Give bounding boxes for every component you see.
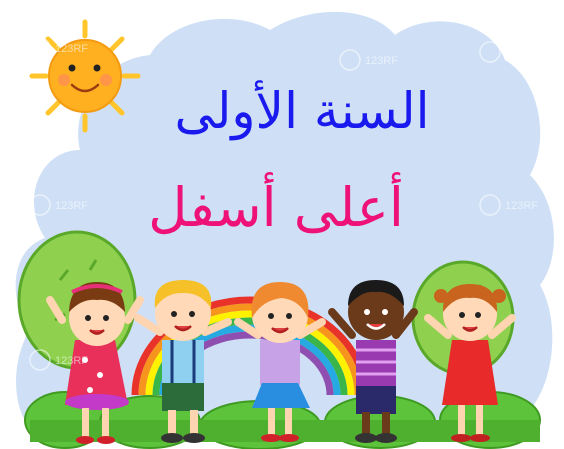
watermark-text: 123RF — [505, 47, 539, 59]
watermark-text: 123RF — [365, 55, 399, 67]
title-line-1: السنة الأولى — [174, 82, 430, 140]
watermark-text: 123RF — [55, 43, 89, 55]
title-line-2: أعلى أسفل — [148, 176, 404, 239]
watermark-text: 123RF — [505, 200, 539, 212]
watermark-text: 123RF — [55, 355, 89, 367]
watermark-text: 123RF — [55, 200, 89, 212]
